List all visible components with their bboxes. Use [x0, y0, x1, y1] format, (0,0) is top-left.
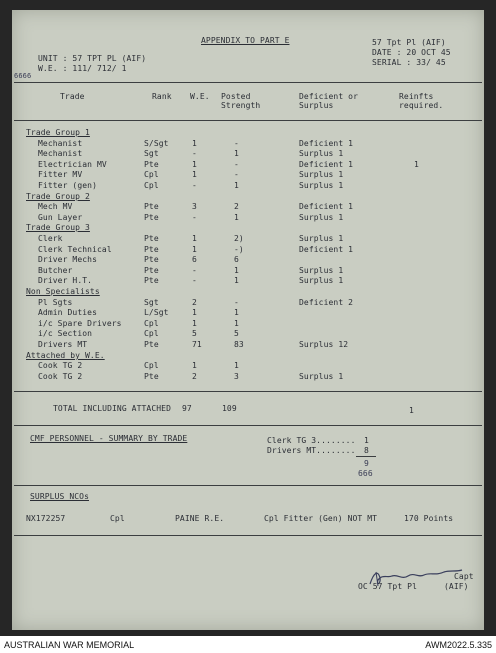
cell-we: -: [192, 276, 197, 285]
unit-line: UNIT : 57 TPT PL (AIF): [38, 54, 147, 63]
cell-rank: Pte: [144, 160, 159, 169]
cell-ds: Deficient 1: [299, 160, 354, 169]
cell-we: 1: [192, 245, 197, 254]
surplus-points: 170 Points: [404, 514, 454, 523]
cell-trade: Admin Duties: [38, 308, 97, 317]
group-heading: Trade Group 1: [26, 128, 90, 137]
cmf-total: 9: [364, 459, 369, 468]
cmf-handmark: 666: [358, 469, 373, 478]
cell-posted: 1: [234, 276, 239, 285]
signature-rank: Capt: [454, 572, 474, 581]
cell-rank: Pte: [144, 234, 159, 243]
cell-posted: 83: [234, 340, 244, 349]
cell-we: 71: [192, 340, 202, 349]
col-posted: Posted Strength: [221, 92, 261, 110]
cell-trade: Mech MV: [38, 202, 73, 211]
cell-we: 6: [192, 255, 197, 264]
surplus-rule: [14, 535, 482, 536]
cell-rank: Pte: [144, 340, 159, 349]
table-bottom-rule: [14, 391, 482, 392]
cell-we: 3: [192, 202, 197, 211]
surplus-title: SURPLUS NCOs: [30, 492, 89, 501]
total-posted: 109: [222, 404, 237, 413]
handwritten-mark: 6666: [14, 72, 32, 80]
cell-rank: Cpl: [144, 361, 159, 370]
surplus-rank: Cpl: [110, 514, 125, 523]
cell-rank: Pte: [144, 266, 159, 275]
serial-line: SERIAL : 33/ 45: [372, 58, 446, 67]
cell-ds: Surplus 1: [299, 181, 344, 190]
cell-rank: Pte: [144, 213, 159, 222]
right-unit: 57 Tpt Pl (AIF): [372, 38, 446, 47]
cell-trade: Gun Layer: [38, 213, 83, 222]
total-reinf: 1: [409, 406, 414, 415]
signature-line-2: (AIF): [444, 582, 469, 591]
cell-trade: Drivers MT: [38, 340, 88, 349]
cell-trade: Electrician MV: [38, 160, 107, 169]
cmf-rule: [14, 485, 482, 486]
cell-ds: Surplus 1: [299, 170, 344, 179]
cell-we: -: [192, 266, 197, 275]
cell-rank: S/Sgt: [144, 139, 169, 148]
col-trade: Trade: [60, 92, 85, 101]
cell-ds: Deficient 1: [299, 202, 354, 211]
cell-ds: Surplus 1: [299, 276, 344, 285]
cell-we: 5: [192, 329, 197, 338]
cell-rank: Cpl: [144, 319, 159, 328]
cell-trade: Cook TG 2: [38, 372, 83, 381]
cell-we: 1: [192, 308, 197, 317]
cell-trade: i/c Section: [38, 329, 93, 338]
cmf-line-2-value: 8: [364, 446, 369, 455]
col-reinfts: Reinfts required.: [399, 92, 444, 110]
footer-reference: AWM2022.5.335: [425, 640, 492, 650]
group-heading: Non Specialists: [26, 287, 100, 296]
cell-posted: -: [234, 139, 239, 148]
cell-posted: 5: [234, 329, 239, 338]
date-line: DATE : 20 OCT 45: [372, 48, 451, 57]
cell-posted: -: [234, 160, 239, 169]
cell-rank: Cpl: [144, 329, 159, 338]
cell-rank: Pte: [144, 255, 159, 264]
cell-posted: 1: [234, 319, 239, 328]
cell-ds: Surplus 12: [299, 340, 349, 349]
footer-source: AUSTRALIAN WAR MEMORIAL: [4, 640, 135, 650]
cell-trade: Butcher: [38, 266, 73, 275]
total-rule: [14, 425, 482, 426]
document-title: APPENDIX TO PART E: [201, 36, 290, 45]
signature-line-1: OC 57 Tpt Pl: [358, 582, 417, 591]
cell-trade: Driver Mechs: [38, 255, 97, 264]
col-we: W.E.: [190, 92, 210, 101]
cell-rank: Cpl: [144, 170, 159, 179]
group-heading: Trade Group 2: [26, 192, 90, 201]
cell-ds: Surplus 1: [299, 149, 344, 158]
cell-rank: Pte: [144, 372, 159, 381]
archive-footer: [0, 636, 496, 653]
cell-we: 1: [192, 160, 197, 169]
cell-we: 1: [192, 319, 197, 328]
cell-posted: 1: [234, 361, 239, 370]
cell-posted: 3: [234, 372, 239, 381]
col-rank: Rank: [152, 92, 172, 101]
cell-ds: Surplus 1: [299, 213, 344, 222]
cell-rank: Pte: [144, 245, 159, 254]
cell-we: 1: [192, 234, 197, 243]
cell-posted: 1: [234, 149, 239, 158]
cell-trade: Pl Sgts: [38, 298, 73, 307]
we-line: W.E. : 111/ 712/ 1: [38, 64, 127, 73]
col-deficient: Deficient or Surplus: [299, 92, 358, 110]
header-rule: [14, 120, 482, 121]
cell-we: -: [192, 213, 197, 222]
cell-ds: Surplus 1: [299, 234, 344, 243]
cell-ds: Surplus 1: [299, 266, 344, 275]
cell-posted: 1: [234, 308, 239, 317]
cell-trade: Driver H.T.: [38, 276, 93, 285]
cell-we: 1: [192, 361, 197, 370]
cell-we: 2: [192, 298, 197, 307]
cell-we: 1: [192, 170, 197, 179]
cell-ds: Surplus 1: [299, 372, 344, 381]
cell-rank: Cpl: [144, 181, 159, 190]
cell-reinf: 1: [414, 160, 419, 169]
cell-we: 2: [192, 372, 197, 381]
cell-posted: 2): [234, 234, 244, 243]
total-label: TOTAL INCLUDING ATTACHED: [53, 404, 171, 413]
cell-trade: Fitter MV: [38, 170, 83, 179]
cmf-sum-rule: [356, 456, 376, 457]
total-we: 97: [182, 404, 192, 413]
cell-posted: 6: [234, 255, 239, 264]
cell-trade: Fitter (gen): [38, 181, 97, 190]
cell-ds: Deficient 1: [299, 139, 354, 148]
cell-we: -: [192, 181, 197, 190]
surplus-name: PAINE R.E.: [175, 514, 225, 523]
cell-trade: Clerk Technical: [38, 245, 112, 254]
cell-posted: 1: [234, 266, 239, 275]
group-heading: Attached by W.E.: [26, 351, 105, 360]
cmf-line-2-label: Drivers MT........: [267, 446, 356, 455]
cell-rank: Pte: [144, 276, 159, 285]
cell-rank: Sgt: [144, 149, 159, 158]
cmf-line-1-label: Clerk TG 3........: [267, 436, 356, 445]
cell-posted: -): [234, 245, 244, 254]
cell-posted: -: [234, 298, 239, 307]
cell-rank: Pte: [144, 202, 159, 211]
surplus-number: NX172257: [26, 514, 66, 523]
cell-trade: Cook TG 2: [38, 361, 83, 370]
cell-we: 1: [192, 139, 197, 148]
document-sheet: [12, 10, 484, 630]
surplus-trade: Cpl Fitter (Gen) NOT MT: [264, 514, 378, 523]
cmf-title: CMF PERSONNEL - SUMMARY BY TRADE: [30, 434, 188, 443]
cell-posted: 1: [234, 181, 239, 190]
cell-posted: -: [234, 170, 239, 179]
cell-trade: Clerk: [38, 234, 63, 243]
cell-ds: Deficient 2: [299, 298, 354, 307]
cell-we: -: [192, 149, 197, 158]
cell-trade: Mechanist: [38, 149, 83, 158]
cell-rank: Sgt: [144, 298, 159, 307]
cell-trade: i/c Spare Drivers: [38, 319, 122, 328]
top-rule: [14, 82, 482, 83]
cell-rank: L/Sgt: [144, 308, 169, 317]
cell-posted: 2: [234, 202, 239, 211]
cell-ds: Deficient 1: [299, 245, 354, 254]
cell-posted: 1: [234, 213, 239, 222]
cell-trade: Mechanist: [38, 139, 83, 148]
cmf-line-1-value: 1: [364, 436, 369, 445]
group-heading: Trade Group 3: [26, 223, 90, 232]
